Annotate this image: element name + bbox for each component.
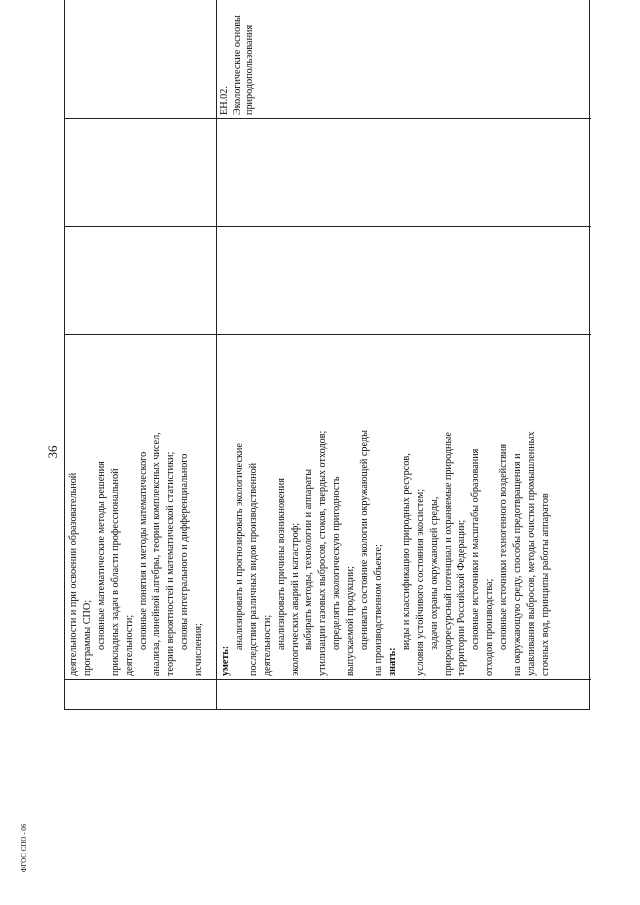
requirement-line: сточных вод, принципы работы аппаратов	[539, 493, 551, 676]
requirement-line: на окружающую среду, способы предотвращения и	[512, 453, 524, 676]
requirement-line: основные математические методы решения	[95, 461, 107, 650]
hours-max-cell	[217, 226, 591, 334]
requirement-line: деятельности;	[261, 614, 273, 676]
requirement-line: территории Российской Федерации;	[456, 519, 468, 676]
requirement-line: анализа, линейной алгебры, теории комплексных чисел,	[151, 432, 163, 676]
requirement-line: оценивать состояние экологии окружающей среды	[359, 430, 371, 650]
requirement-line: виды и классификацию природных ресурсов,	[400, 453, 412, 650]
discipline-name-line: природопользования	[244, 24, 255, 115]
curriculum-table	[64, 0, 590, 710]
requirement-line: утилизации газовых выбросов, стоков, твердых отходов;	[317, 430, 329, 676]
requirement-line: экологических аварий и катастроф;	[289, 522, 301, 676]
hours-max-cell	[65, 226, 216, 334]
requirement-line: исчисления;	[193, 623, 205, 676]
requirement-line: деятельности;	[123, 614, 135, 676]
requirement-line: основы интегрального и дифференциального	[179, 453, 191, 650]
requirement-line: задачи охраны окружающей среды,	[428, 496, 440, 650]
discipline-code: ЕН.02.	[219, 86, 230, 115]
requirement-line: выбирать методы, технологии и аппараты	[303, 468, 315, 650]
discipline-cell	[65, 0, 216, 118]
requirement-heading: знать:	[386, 647, 398, 676]
requirement-line: основные источники техногенного воздействия	[498, 443, 510, 650]
requirement-line: прикладных задач в области профессиональной	[109, 468, 121, 676]
requirements-cell	[217, 334, 591, 679]
requirement-line: определять экологическую пригодность	[331, 476, 343, 650]
requirement-line: программы СПО;	[81, 599, 93, 676]
hours-required-cell	[217, 118, 591, 226]
requirement-line: выпускаемой продукции;	[345, 566, 357, 676]
requirement-line: отходов производства;	[484, 578, 496, 676]
requirements-cell	[65, 334, 216, 679]
requirement-line: основные источники и масштабы образования	[470, 448, 482, 650]
requirement-line: последствия различных видов производственной	[247, 462, 259, 676]
table-row	[217, 0, 591, 709]
requirement-line: основные понятия и методы математического	[137, 451, 149, 650]
table-row	[65, 0, 217, 709]
index-cell	[65, 679, 216, 709]
requirement-line: природоресурсный потенциал и охраняемые природные	[442, 432, 454, 676]
requirement-line: деятельности и при освоении образовательной	[68, 472, 79, 676]
page-number: 36	[45, 445, 60, 459]
discipline-cell	[217, 0, 591, 118]
requirement-line: улавливания выбросов, методы очистки промышленных	[525, 431, 537, 676]
hours-required-cell	[65, 118, 216, 226]
requirement-line: анализировать и прогнозировать экологические	[233, 443, 245, 650]
discipline-name-line: Экологические основы	[231, 15, 243, 115]
index-cell	[217, 679, 591, 709]
requirement-heading: уметь:	[220, 645, 231, 676]
requirement-line: условия устойчивого состояния экосистем;	[414, 488, 426, 676]
footer-code: ФГОС СПО - 06	[20, 823, 28, 873]
requirement-line: анализировать причины возникновения	[275, 478, 287, 650]
requirement-line: на производственном объекте;	[372, 544, 384, 676]
requirement-line: теории вероятностей и математической статистики;	[165, 451, 177, 676]
